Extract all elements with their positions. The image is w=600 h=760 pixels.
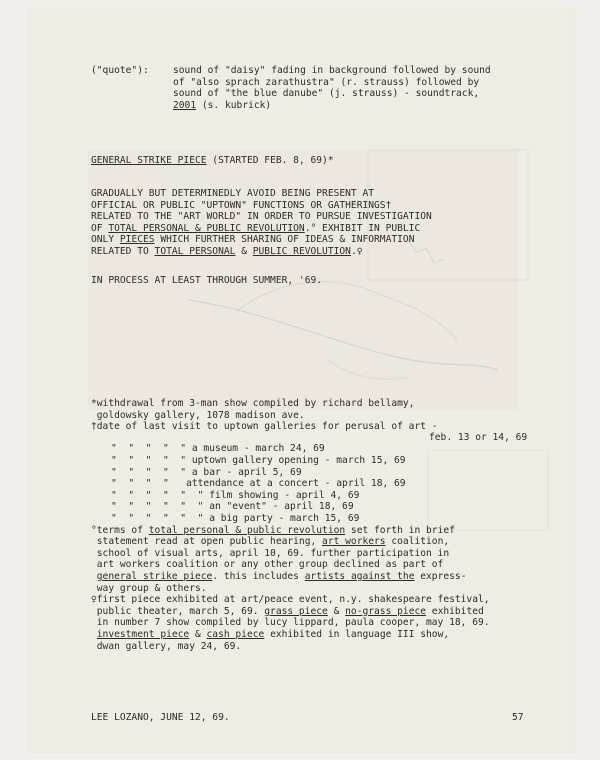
piece-line: RELATED TO THE "ART WORLD" IN ORDER TO PURSUE INVESTIGATION (91, 211, 432, 223)
film-title: 2001 (173, 99, 197, 111)
terms-line: general strike piece. this includes artists against the express- (96, 571, 467, 582)
footnote-line: †date of last visit to uptown galleries for perusal of art - (91, 421, 438, 433)
terms-line: statement read at open public hearing, art workers coalition, (91, 536, 450, 548)
terms-line: way group & others. (91, 582, 207, 594)
signature-line: LEE LOZANO, JUNE 12, 69. (91, 712, 230, 723)
visit-line: " " " " " uptown gallery opening - march 15, 69 (111, 455, 406, 466)
quote-line: sound of "daisy" fading in background followed by sound (173, 65, 491, 76)
visit-line: " " " " " a bar - april 5, 69 (111, 466, 302, 478)
piece-line: RELATED TO TOTAL PERSONAL & PUBLIC REVOLUTION.♀ (91, 246, 363, 257)
quote-label: ("quote"): (91, 65, 149, 76)
terms-line: school of visual arts, april 10, 69. further participation in (91, 547, 450, 559)
footnote-line: feb. 13 or 14, 69 (429, 431, 528, 443)
footnote-line: goldowsky gallery, 1078 madison ave. (91, 409, 305, 421)
piece-title: GENERAL STRIKE PIECE (STARTED FEB. 8, 69)* (91, 155, 334, 166)
piece-line: ONLY PIECES WHICH FURTHER SHARING OF IDEAS & INFORMATION (91, 234, 415, 246)
process-statement: IN PROCESS AT LEAST THROUGH SUMMER, '69. (91, 275, 323, 286)
footnote-line: *withdrawal from 3-man show compiled by richard bellamy, (91, 398, 415, 409)
piece-line: OFFICIAL OR PUBLIC "UPTOWN" FUNCTIONS OR GATHERINGS† (91, 199, 392, 211)
visit-line: " " " " " a museum - march 24, 69 (111, 443, 325, 455)
exhibit-line: ♀first piece exhibited at art/peace event, n.y. shakespeare festival, (91, 594, 490, 606)
exhibit-line: public theater, march 5, 69. grass piece & no-grass piece exhibited (91, 605, 484, 617)
visit-line: " " " " " " an "event" - april 18, 69 (111, 501, 354, 513)
quote-line: sound of "the blue danube" (j. strauss) - soundtrack, (173, 88, 480, 100)
exhibit-line: investment piece & cash piece exhibited in language III show, (96, 629, 450, 640)
visit-line: " " " " " " a big party - march 15, 69 (111, 513, 360, 524)
terms-line: art workers coalition or any other group declined as part of (91, 559, 444, 571)
exhibit-line: in number 7 show compiled by lucy lippard, paula cooper, may 18, 69. (91, 617, 490, 629)
quote-line: of "also sprach zarathustra" (r. strauss) followed by (173, 76, 480, 88)
piece-line: GRADUALLY BUT DETERMINEDLY AVOID BEING PRESENT AT (91, 188, 375, 199)
visit-line: " " " " attendance at a concert - april 18, 69 (111, 478, 406, 490)
piece-line: OF TOTAL PERSONAL & PUBLIC REVOLUTION.° EXHIBIT IN PUBLIC (91, 222, 421, 234)
quote-line: 2001 (s. kubrick) (173, 99, 272, 111)
visit-line: " " " " " " film showing - april 4, 69 (111, 489, 360, 501)
page-number: 57 (512, 712, 524, 723)
terms-line: °terms of total personal & public revolution set forth in brief (91, 524, 455, 536)
exhibit-line: dwan gallery, may 24, 69. (91, 640, 242, 652)
document-page (28, 10, 575, 752)
